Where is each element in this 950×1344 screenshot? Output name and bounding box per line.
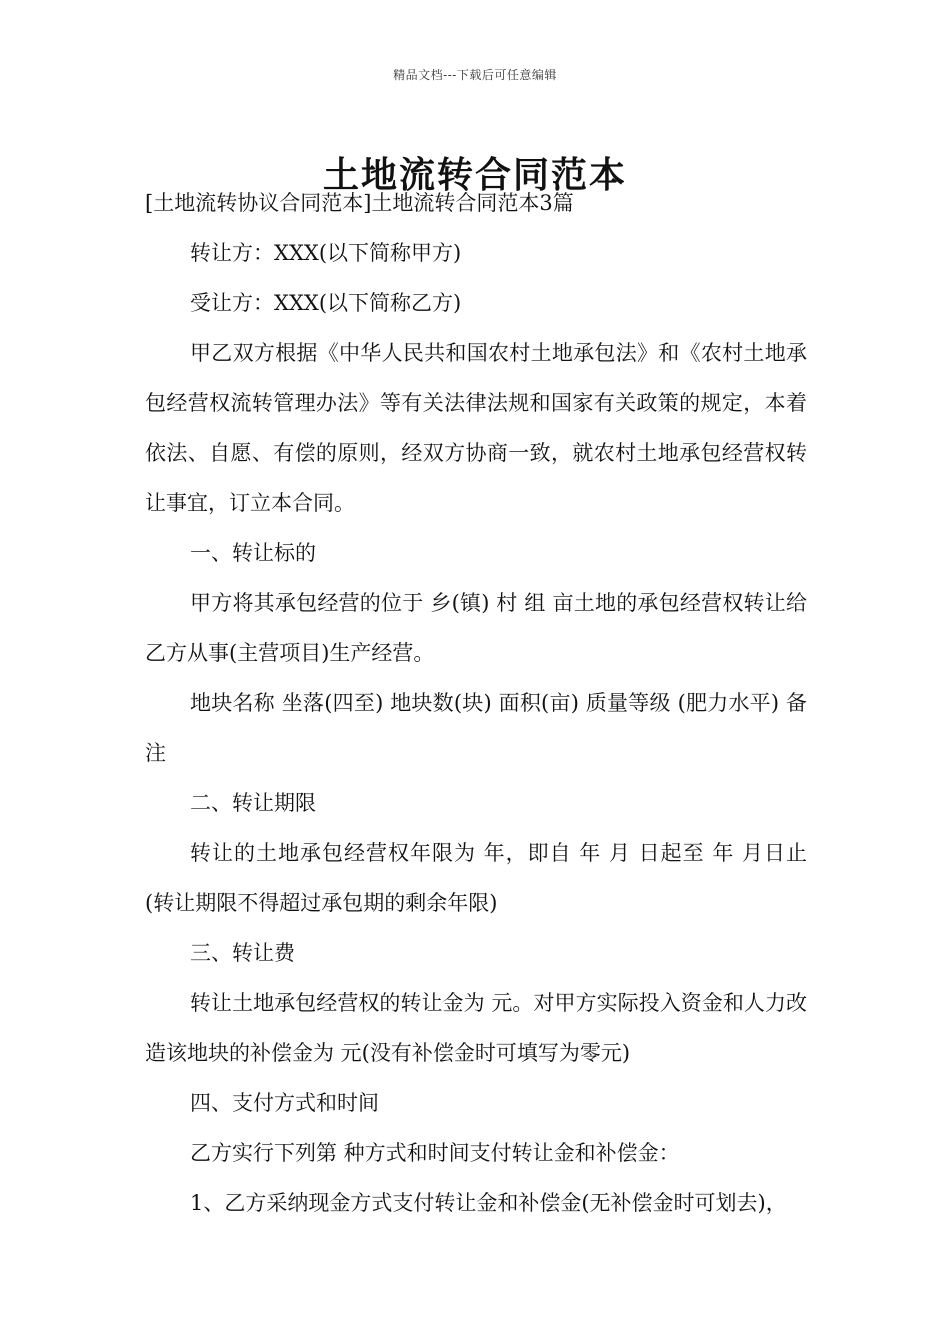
paragraph-subject: 甲方将其承包经营的位于 乡(镇) 村 组 亩土地的承包经营权转让给乙方从事(主营项目)生产经营。 <box>145 591 807 665</box>
paragraph-transferor: 转让方：XXX(以下简称甲方) <box>190 241 462 265</box>
document-body <box>145 178 807 1228</box>
document-title: 土地流转合同范本 <box>322 154 627 197</box>
section-heading-fee: 三、转让费 <box>190 941 295 965</box>
paragraph-subtitle: [土地流转协议合同范本]土地流转合同范本3篇 <box>145 191 574 215</box>
page-header-note: 精品文档---下载后可任意编辑 <box>393 68 557 82</box>
paragraph-payment-method: 乙方实行下列第 种方式和时间支付转让金和补偿金： <box>190 1141 680 1165</box>
paragraph-transferee: 受让方：XXX(以下简称乙方) <box>190 291 462 315</box>
section-heading-payment: 四、支付方式和时间 <box>190 1091 379 1115</box>
section-heading-subject: 一、转让标的 <box>190 541 316 565</box>
paragraph-term: 转让的土地承包经营权年限为 年，即自 年 月 日起至 年 月日止 (转让期限不得超过承包期的剩余年限) <box>145 841 807 915</box>
paragraph-payment-cash: 1、乙方采纳现金方式支付转让金和补偿金(无补偿金时可划去)， <box>190 1191 787 1215</box>
paragraph-fee: 转让土地承包经营权的转让金为 元。对甲方实际投入资金和人力改造该地块的补偿金为 元(没有补偿金时可填写为零元) <box>145 991 807 1065</box>
paragraph-preamble: 甲乙双方根据《中华人民共和国农村土地承包法》和《农村土地承包经营权流转管理办法》等有关法律法规和国家有关政策的规定，本着依法、自愿、有偿的原则，经双方协商一致，就农村土地承包经营权转让事宜，订立本合同。 <box>145 341 807 515</box>
paragraph-plot-fields: 地块名称 坐落(四至) 地块数(块) 面积(亩) 质量等级 (肥力水平) 备注 <box>145 691 807 765</box>
section-heading-term: 二、转让期限 <box>190 791 316 815</box>
